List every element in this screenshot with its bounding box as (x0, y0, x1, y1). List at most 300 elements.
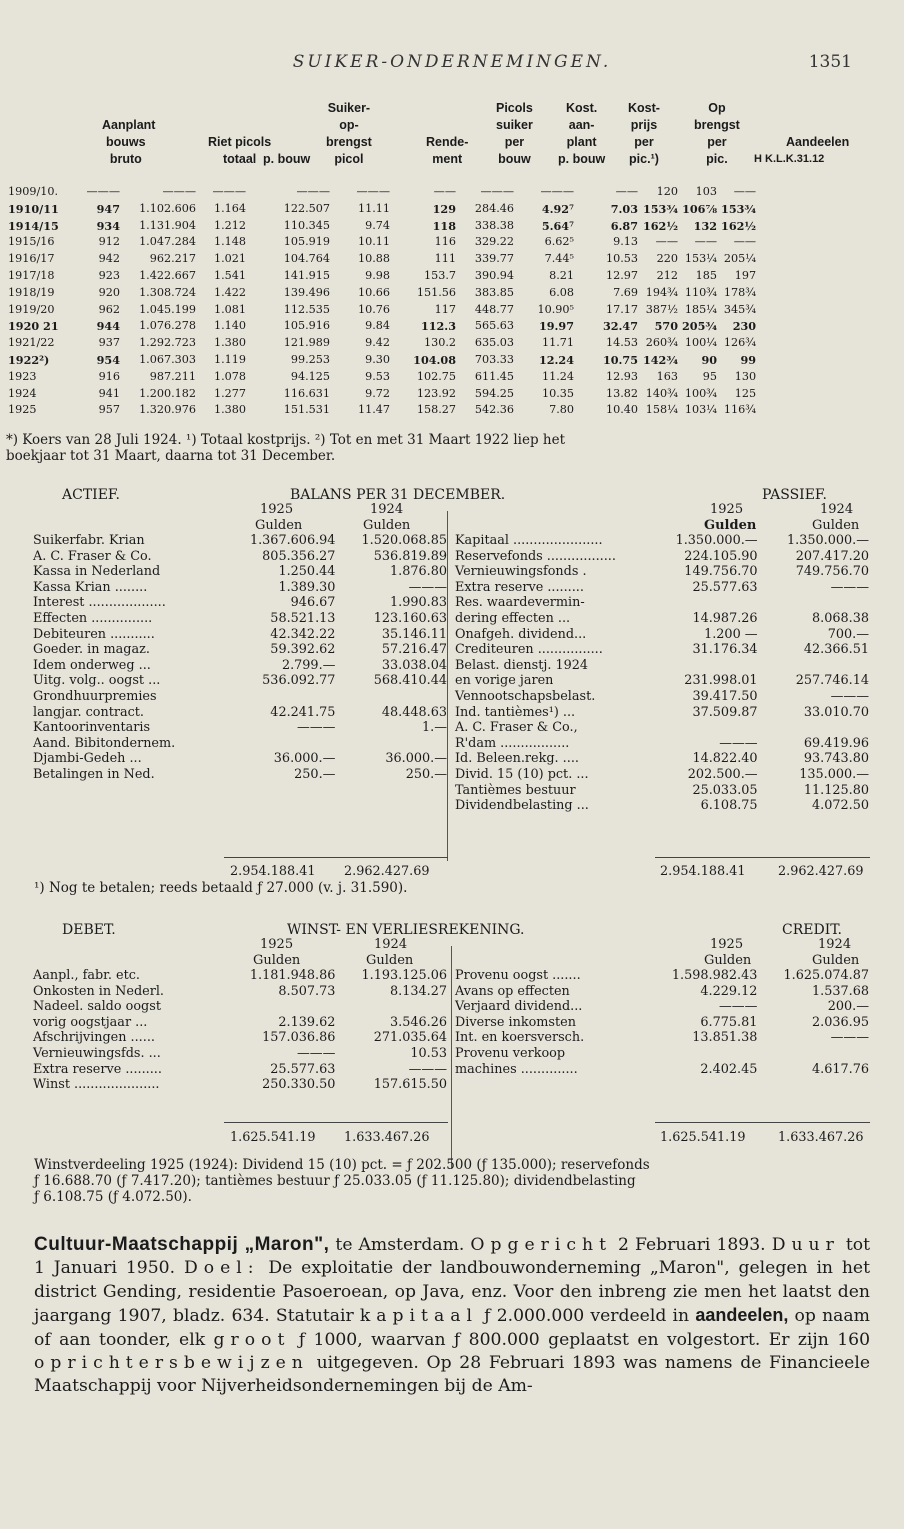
item-label: Aand. Bibitondernem. (33, 735, 176, 751)
list-item (30, 627, 450, 643)
cell-ob: 10.75 (602, 352, 638, 367)
cell-pbouw: 1.078 (213, 369, 246, 383)
list-item (452, 1062, 872, 1078)
cell-suiker: 94.125 (290, 369, 330, 383)
item-label: Grondhuurpremies (33, 688, 157, 704)
item-label: Provenu verkoop (455, 1045, 566, 1061)
cell-bouws: 923 (98, 268, 120, 282)
cell-riet: 1.308.724 (139, 285, 196, 299)
item-label: Vernieuwingsfds. ... (33, 1045, 161, 1061)
item-value-1924: 8.068.38 (812, 610, 869, 626)
list-item (452, 642, 872, 658)
list-item (452, 658, 872, 674)
list-item (452, 1030, 872, 1046)
cell-a3: 345¾ (723, 302, 757, 316)
item-value-1924 (338, 999, 450, 1015)
item-value-1925 (225, 736, 339, 752)
page-number: 1351 (808, 52, 852, 72)
item-label: A. C. Fraser & Co. (33, 548, 152, 564)
item-label: Interest ................... (33, 595, 166, 611)
cell-kp: 4.92⁷ (541, 201, 574, 216)
item-value-1924: 123.160.63 (373, 610, 447, 626)
cell-rend: 10.88 (357, 252, 390, 266)
company-text-2: 2 Februari 1893. (612, 1235, 766, 1255)
list-item (30, 689, 450, 705)
list-item (452, 533, 872, 549)
list-item (452, 580, 872, 596)
item-value-1925: 25.033.05 (692, 782, 758, 798)
list-item (30, 1077, 450, 1093)
col-header-suiker: Suiker- op- brengst picol (326, 101, 372, 166)
passief-total-a: 2.954.188.41 (660, 864, 746, 879)
list-item (30, 751, 450, 767)
cell-year: 1918/19 (8, 285, 55, 299)
cell-a3: 162½ (721, 218, 757, 233)
item-value-1924: ——— (830, 688, 869, 704)
list-item (30, 999, 450, 1015)
cell-riet: 987.211 (149, 369, 196, 383)
cell-a1: 120 (656, 185, 678, 198)
item-label: Uitg. volg.. oogst ... (33, 673, 161, 689)
cell-kp: ——— (540, 185, 574, 198)
list-item (30, 968, 450, 984)
list-item (452, 999, 872, 1015)
item-value-1925 (225, 689, 339, 705)
item-value-1925: 14.822.40 (692, 751, 758, 767)
cell-pbouw: 1.277 (213, 386, 246, 400)
item-value-1924: 4.072.50 (812, 798, 869, 814)
list-item (30, 1030, 450, 1046)
list-item (452, 549, 872, 565)
doel-label: Doel: (183, 1258, 260, 1279)
cell-a1: 387½ (645, 302, 678, 316)
cell-ps: 153.7 (423, 268, 456, 282)
item-label: machines .............. (455, 1061, 578, 1077)
cell-year: 1915/16 (8, 235, 55, 249)
item-label: en vorige jaren (455, 673, 554, 689)
list-item (452, 595, 872, 611)
cell-kp: 10.90⁵ (537, 302, 574, 316)
cell-a3: 130 (734, 369, 757, 383)
oprichtersbewijzen-label: oprichtersbewijzen (34, 1353, 309, 1374)
item-value-1925: 946.67 (290, 595, 336, 611)
list-item (30, 1046, 450, 1062)
item-value-1924: 271.035.64 (373, 1030, 447, 1046)
item-value-1925: 2.799.— (281, 657, 336, 673)
item-value-1925 (647, 658, 760, 674)
item-value-1925: 14.987.26 (692, 610, 758, 626)
cell-suiker: 121.989 (283, 336, 330, 350)
credit-total-a: 1.625.541.19 (660, 1130, 746, 1145)
cell-kost: 611.45 (474, 369, 514, 383)
item-label: Goeder. in magaz. (33, 642, 150, 658)
company-text-3: tot 1 Januari 1950. (34, 1235, 871, 1279)
pl-left-title: DEBET. (62, 922, 116, 938)
item-label: Verjaard dividend... (455, 999, 583, 1015)
company-text-7: ƒ 1000, waarvan ƒ 800.000 geplaatst en volgestort. Er zijn 160 (290, 1329, 871, 1350)
cell-suiker: 141.915 (283, 268, 330, 282)
col-header-aandeelen: Aandeelen (786, 135, 850, 149)
actief-total-a: 2.954.188.41 (230, 864, 316, 879)
cell-pbouw: ——— (212, 185, 246, 198)
company-text-1: te Amsterdam. (329, 1235, 465, 1255)
cell-rend: 9.74 (365, 218, 390, 232)
cell-kp: 5.64⁷ (541, 218, 574, 233)
cell-a1: 194¾ (645, 285, 678, 299)
item-label: Kassa Krian ........ (33, 579, 148, 595)
cell-ps: 158.27 (416, 403, 456, 417)
item-value-1925: 1.367.606.94 (249, 533, 336, 548)
cell-a3: 116¾ (723, 403, 757, 417)
cell-kost: 565.63 (474, 319, 514, 333)
list-item (30, 720, 450, 736)
cell-riet: 1.076.278 (139, 319, 196, 333)
table-row (6, 218, 758, 235)
item-value-1925: 25.577.63 (270, 1061, 336, 1077)
list-item (30, 673, 450, 689)
item-value-1924: 1.537.68 (812, 983, 869, 999)
debet-table (30, 968, 450, 1093)
debet-total-b: 1.633.467.26 (344, 1130, 430, 1145)
list-item (452, 751, 872, 767)
item-value-1924: 8.134.27 (390, 983, 447, 999)
production-data (6, 184, 758, 419)
cell-pbouw: 1.164 (213, 201, 246, 215)
item-value-1925: 224.105.90 (684, 548, 758, 564)
item-label: Reservefonds ................. (455, 548, 616, 564)
company-text-8: uitgegeven. Op 28 Februari 1893 was namens de Financieele Maatschappij voor Nijverheidsondernemingen bij de Am- (34, 1353, 870, 1397)
item-value-1924: 1.520.068.85 (361, 533, 447, 548)
page-header (0, 52, 904, 76)
item-value-1925: 1.598.982.43 (671, 968, 758, 983)
list-item (30, 642, 450, 658)
table-row (6, 234, 758, 251)
passief-year-b: 1924 (820, 502, 854, 517)
cell-ob: 10.53 (605, 252, 638, 266)
item-value-1924: 33.010.70 (803, 704, 869, 720)
cell-pbouw: 1.422 (213, 285, 246, 299)
passief-currency-a: Gulden (704, 518, 757, 533)
aandeelen-label: aandeelen, (695, 1305, 789, 1326)
cell-bouws: 962 (98, 302, 120, 316)
cell-rend: 9.72 (365, 386, 390, 400)
credit-total-b: 1.633.467.26 (778, 1130, 864, 1145)
cell-bouws: ——— (86, 185, 120, 198)
cell-a3: 230 (732, 319, 757, 334)
balance-center-title: BALANS PER 31 DECEMBER. (290, 487, 506, 503)
pl-right-title: CREDIT. (782, 922, 842, 938)
cell-kost: ——— (480, 185, 514, 198)
cell-rend: 9.30 (365, 352, 390, 366)
cell-a2: 110¾ (684, 285, 718, 299)
cell-riet: 1.320.976 (139, 403, 196, 417)
item-label: Vennootschapsbelast. (455, 688, 596, 704)
cell-a1: —— (655, 235, 678, 249)
company-text-5: ƒ 2.000.000 verdeeld in (477, 1306, 690, 1327)
pl-center-title: WINST- EN VERLIESREKENING. (287, 922, 525, 938)
cell-rend: 9.84 (365, 319, 390, 333)
list-item (452, 689, 872, 705)
item-value-1925: 805.356.27 (262, 548, 336, 564)
actief-year-b: 1924 (370, 502, 404, 517)
item-label: Id. Beleen.rekg. .... (455, 751, 579, 767)
kapitaal-label: kapitaal (359, 1306, 478, 1327)
table-row (6, 201, 758, 218)
balance-right-title: PASSIEF. (762, 487, 827, 503)
list-item (30, 611, 450, 627)
item-value-1925: 39.417.50 (692, 688, 758, 704)
col-header-opbrengst: Op brengst per pic. (694, 101, 740, 166)
cell-year: 1916/17 (8, 252, 55, 266)
cell-ps: 104.08 (413, 352, 456, 367)
item-value-1924: 536.819.89 (373, 548, 447, 564)
cell-kp: 7.80 (549, 403, 574, 417)
table-row (6, 285, 758, 302)
cell-a2: —— (694, 235, 718, 249)
list-item (30, 984, 450, 1000)
cell-kost: 383.85 (474, 285, 514, 299)
cell-a1: 163 (656, 369, 678, 383)
item-value-1924: 1.193.125.06 (361, 968, 447, 983)
item-value-1924: 69.419.96 (803, 735, 869, 751)
cell-year: 1921/22 (8, 336, 55, 350)
cell-a2: 90 (701, 352, 718, 367)
cell-ps: 130.2 (423, 336, 456, 350)
cell-riet: 1.200.182 (139, 386, 196, 400)
item-value-1924: ——— (408, 579, 447, 595)
item-value-1925: ——— (719, 999, 758, 1015)
cell-rend: 10.11 (357, 235, 390, 249)
item-value-1924 (338, 736, 450, 752)
cell-a2: 103 (695, 185, 718, 198)
item-value-1925: 1.200 — (704, 626, 758, 642)
item-value-1925: 231.998.01 (684, 673, 758, 689)
cell-riet: 1.045.199 (139, 302, 196, 316)
item-label: Suikerfabr. Krian (33, 533, 145, 548)
item-value-1924: 11.125.80 (803, 782, 869, 798)
item-value-1924: 35.146.11 (381, 626, 447, 642)
cell-kost: 703.33 (474, 352, 514, 366)
cell-ps: 102.75 (416, 369, 456, 383)
item-label: Divid. 15 (10) pct. ... (455, 766, 589, 782)
item-label: Extra reserve ......... (33, 1061, 162, 1077)
item-value-1924: 10.53 (410, 1045, 447, 1061)
cell-a1: 158¼ (645, 403, 678, 417)
item-value-1925: 13.851.38 (692, 1030, 758, 1046)
cell-riet: ——— (162, 185, 196, 198)
cell-pbouw: 1.081 (213, 302, 246, 316)
cell-ps: 129 (432, 201, 456, 216)
item-value-1924: 568.410.44 (373, 673, 447, 689)
cell-ob: 17.17 (605, 302, 638, 316)
cell-kost: 594.25 (474, 386, 514, 400)
cell-a2: 95 (702, 369, 718, 383)
item-value-1925: 42.241.75 (270, 704, 336, 720)
cell-a1: 212 (656, 268, 678, 282)
cell-rend: ——— (356, 185, 390, 198)
cell-riet: 1.047.284 (139, 235, 196, 249)
cell-pbouw: 1.140 (213, 319, 246, 333)
col-header-bouws: bouws bruto (106, 135, 146, 166)
cell-kp: 12.24 (538, 352, 574, 367)
table-row (6, 184, 758, 201)
item-label: Winst ..................... (33, 1077, 160, 1093)
cell-ps: 151.56 (416, 285, 456, 299)
list-item (30, 1062, 450, 1078)
cell-a1: 220 (656, 252, 678, 266)
cell-rend: 9.53 (365, 369, 390, 383)
cell-rend: 11.47 (357, 403, 390, 417)
item-value-1925: 2.139.62 (278, 1014, 336, 1030)
cell-bouws: 916 (98, 369, 120, 383)
table-row (6, 318, 758, 335)
cell-ps: 117 (434, 302, 456, 316)
cell-bouws: 934 (96, 218, 120, 233)
item-value-1925: 202.500.— (687, 766, 758, 782)
item-value-1925: 25.577.63 (692, 579, 758, 595)
item-label: Onafgeh. dividend... (455, 626, 587, 642)
cell-kost: 542.36 (474, 403, 514, 417)
actief-table (30, 533, 450, 783)
item-value-1924 (761, 595, 872, 611)
item-value-1925: 59.392.62 (270, 642, 336, 658)
item-value-1925: 2.402.45 (700, 1061, 758, 1077)
item-value-1925: 250.— (294, 766, 336, 782)
cell-a1: 162½ (642, 218, 678, 233)
cell-ob: 9.13 (613, 235, 638, 249)
item-value-1925: 8.507.73 (278, 983, 336, 999)
item-value-1924: 2.036.95 (812, 1014, 869, 1030)
cell-suiker: 99.253 (290, 352, 330, 366)
cell-year: 1909/10. (8, 185, 59, 198)
item-label: Betalingen in Ned. (33, 766, 155, 782)
cell-ob: —— (615, 185, 638, 198)
item-value-1924: 250.— (405, 766, 447, 782)
list-item (30, 705, 450, 721)
item-label: Nadeel. saldo oogst (33, 999, 161, 1015)
balance-footnote: ¹) Nog te betalen; reeds betaald ƒ 27.000 (v. j. 31.590). (34, 880, 408, 896)
profit-distribution-line-2: ƒ 16.688.70 (ƒ 7.417.20); tantièmes bestuur ƒ 25.033.05 (ƒ 11.125.80); dividendbelasting (34, 1173, 636, 1189)
company-text-4: De exploitatie der landbouwonderneming „Maron", gelegen in het district Gending, residentie Pasoeroean, op Java, enz. Voor den inbreng zie men het laatst den jaargang 1907, bladz. 634. Statutair (34, 1258, 871, 1327)
cell-a3: 126¾ (723, 336, 757, 350)
credit-currency-b: Gulden (812, 953, 860, 968)
table-row (6, 352, 758, 369)
cell-kost: 284.46 (474, 201, 514, 215)
cell-pbouw: 1.541 (213, 268, 246, 282)
debet-year-b: 1924 (374, 937, 408, 952)
cell-kost: 329.22 (474, 235, 514, 249)
cell-a2: 103¼ (684, 403, 718, 417)
item-label: Effecten ............... (33, 610, 153, 626)
cell-pbouw: 1.212 (213, 218, 246, 232)
running-title: SUIKER-ONDERNEMINGEN. (292, 52, 612, 72)
cell-a2: 132 (693, 218, 718, 233)
cell-suiker: 104.764 (283, 252, 330, 266)
cell-a1: 142¾ (642, 352, 678, 367)
col-header-aanplant: Aanplant (102, 118, 156, 132)
cell-pbouw: 1.148 (213, 235, 246, 249)
actief-currency-b: Gulden (363, 518, 411, 533)
cell-bouws: 954 (96, 352, 120, 367)
profit-distribution-line-1: Winstverdeeling 1925 (1924): Dividend 15 (10) pct. = ƒ 202.500 (ƒ 135.000); reservefonds (34, 1157, 650, 1173)
item-value-1924: 33.038.04 (381, 657, 447, 673)
cell-riet: 962.217 (149, 252, 196, 266)
item-label: Dividendbelasting ... (455, 798, 589, 814)
cell-a1: 140¾ (645, 386, 678, 400)
item-label: Kapitaal ...................... (455, 533, 603, 548)
cell-suiker: 110.345 (283, 218, 330, 232)
cell-year: 1924 (8, 386, 37, 400)
cell-kp: 10.35 (541, 386, 574, 400)
item-value-1924: 1.625.074.87 (783, 968, 869, 983)
cell-ps: 118 (432, 218, 456, 233)
item-value-1925 (647, 720, 760, 736)
item-value-1924: ——— (408, 1061, 447, 1077)
item-value-1925 (647, 1046, 761, 1062)
list-item (452, 736, 872, 752)
cell-rend: 9.42 (365, 336, 390, 350)
cell-suiker: 105.916 (283, 319, 330, 333)
cell-a3: 99 (740, 352, 757, 367)
list-item (452, 798, 872, 814)
item-value-1925: 250.330.50 (262, 1077, 336, 1093)
passief-table (452, 533, 872, 814)
item-value-1924 (761, 720, 872, 736)
cell-ps: 111 (434, 252, 456, 266)
col-header-kostprijs: Kost- prijs per pic.¹) (628, 101, 660, 166)
cell-rend: 10.66 (357, 285, 390, 299)
item-value-1925 (647, 595, 760, 611)
cell-ps: 116 (434, 235, 456, 249)
cell-kost: 338.38 (474, 218, 514, 232)
item-value-1925: 1.250.44 (278, 564, 336, 580)
item-label: Debiteuren ........... (33, 626, 155, 642)
cell-rend: 11.11 (357, 201, 390, 215)
item-value-1924: 135.000.— (799, 766, 869, 782)
item-value-1925 (225, 999, 339, 1015)
cell-pbouw: 1.119 (213, 352, 246, 366)
balance-left-title: ACTIEF. (62, 487, 120, 503)
passief-currency-b: Gulden (812, 518, 860, 533)
credit-table (452, 968, 872, 1077)
item-label: Djambi-Gedeh ... (33, 751, 142, 767)
cell-kp: 11.24 (541, 369, 574, 383)
item-value-1925: 1.389.30 (278, 579, 336, 595)
list-item (452, 627, 872, 643)
cell-bouws: 947 (96, 201, 120, 216)
credit-year-b: 1924 (818, 937, 852, 952)
debet-currency-a: Gulden (253, 953, 301, 968)
item-value-1925: 36.000.— (273, 751, 336, 767)
item-value-1925: 42.342.22 (270, 626, 336, 642)
cell-ob: 12.93 (605, 369, 638, 383)
item-label: Extra reserve ......... (455, 579, 584, 595)
item-label: Avans op effecten (455, 983, 570, 999)
item-label: Idem onderweg ... (33, 657, 151, 673)
cell-suiker: 139.496 (283, 285, 330, 299)
list-item (452, 705, 872, 721)
cell-a2: 106⅞ (682, 201, 718, 216)
debet-total-a: 1.625.541.19 (230, 1130, 316, 1145)
item-value-1925: 4.229.12 (700, 983, 758, 999)
cell-ob: 32.47 (602, 319, 638, 334)
list-item (452, 673, 872, 689)
item-value-1925: 6.775.81 (700, 1014, 758, 1030)
item-label: Kassa in Nederland (33, 564, 161, 580)
cell-kost: 448.77 (474, 302, 514, 316)
list-item (452, 564, 872, 580)
item-value-1924: 3.546.26 (390, 1014, 447, 1030)
